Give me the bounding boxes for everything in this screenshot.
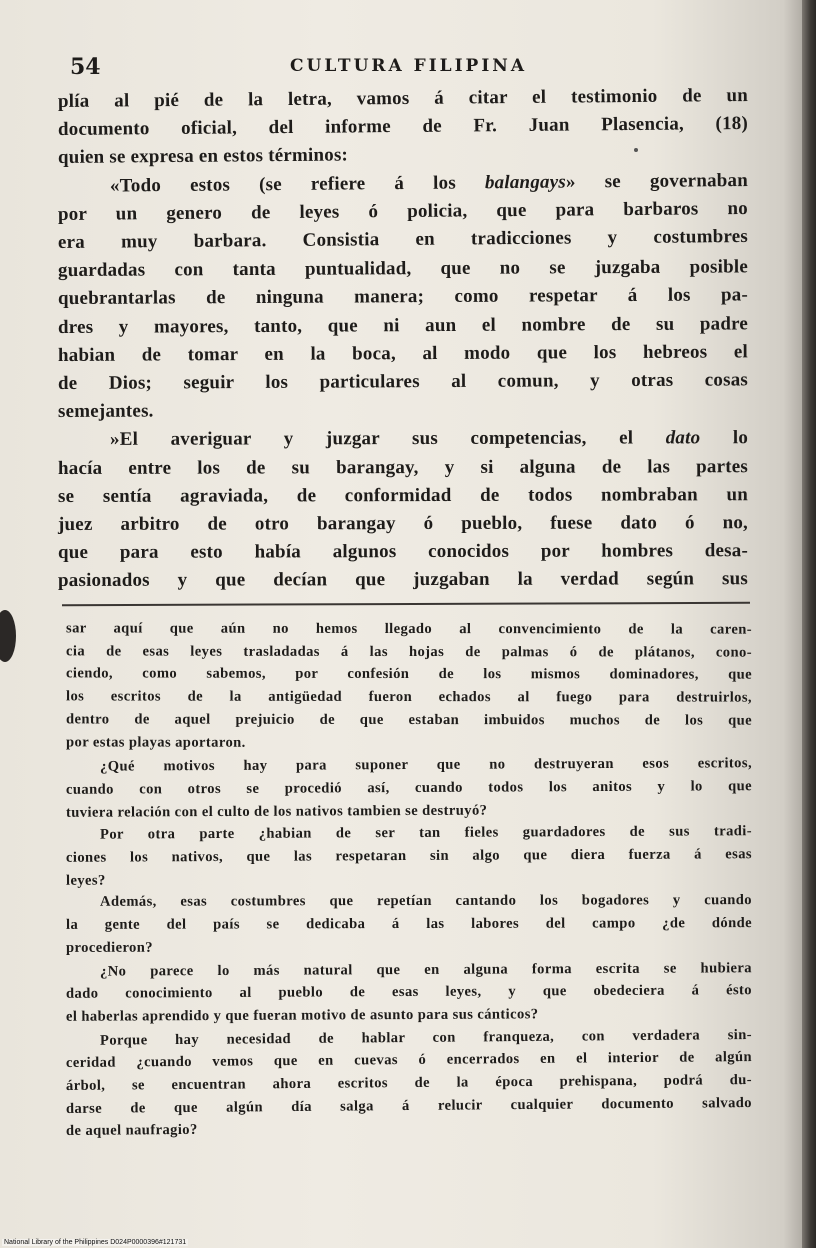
italic-term: dato bbox=[665, 427, 701, 449]
footnote-line: el haberlas aprendido y que fueran motivo de asunto para sus cánticos? bbox=[65, 1006, 539, 1025]
main-text bbox=[57, 84, 749, 596]
main-line: «Todo estos (se refiere á los balangays» se governaban bbox=[109, 169, 749, 197]
main-line bbox=[58, 425, 748, 455]
footnote-line: la gente del país se dedicaba á las labores del campo ¿de dónde bbox=[65, 915, 753, 934]
footnote-line: los escritos de la antigüedad fueron echados al fuego para destruirlos, bbox=[65, 688, 753, 706]
footnote-line: Porque hay necesidad de hablar con franqueza, con verdadera sin- bbox=[99, 1026, 753, 1049]
main-line: documento oficial, del informe de Fr. Juan Plasencia, (18) bbox=[57, 113, 749, 141]
footnote-line: de aquel naufragio? bbox=[65, 1122, 198, 1140]
footnote-line: leyes? bbox=[65, 872, 106, 889]
main-line: semejantes. bbox=[57, 400, 154, 423]
main-line: por un genero de leyes ó policia, que para barbaros no bbox=[57, 197, 749, 225]
footnote-line: darse de que algún día salga á relucir cualquier documento salvado bbox=[65, 1094, 753, 1117]
binding-hole bbox=[0, 610, 16, 662]
footnote-text bbox=[66, 618, 752, 1140]
main-line: era muy barbara. Consistia en tradicciones y costumbres bbox=[57, 225, 749, 254]
footnote-line: ciones los nativos, que las respetaran sin algo que diera fuerza á esas bbox=[65, 846, 753, 866]
footnote-line: Por otra parte ¿habian de ser tan fieles guardadores de sus tradi- bbox=[99, 823, 753, 843]
footnote-line: ciendo, como sabemos, por confesión de los mismos dominadores, que bbox=[65, 665, 753, 684]
main-line: juez arbitro de otro barangay ó pueblo, fuese dato ó no, bbox=[57, 512, 749, 536]
main-line: pasionados y que decían que juzgaban la verdad según sus bbox=[57, 568, 749, 592]
main-line-part: «Todo estos (se refiere á los bbox=[109, 172, 456, 197]
library-credit: National Library of the Philippines D024P0000396#121731 bbox=[4, 1239, 187, 1246]
footnote-line: ¿Qué motivos hay para suponer que no destruyeran esos escritos, bbox=[99, 755, 753, 775]
main-line: de Dios; seguir los particulares al comun, y otras cosas bbox=[57, 369, 749, 395]
book-spine-shadow bbox=[802, 0, 816, 1248]
main-line: se sentía agraviada, de conformidad de todos nombraban un bbox=[57, 484, 749, 507]
italic-term: balangays bbox=[484, 171, 567, 193]
footnote-line: ¿No parece lo más natural que en alguna forma escrita se hubiera bbox=[99, 959, 753, 980]
footnote-line: cia de esas leyes trasladadas á las hojas de palmas ó de plátanos, cono- bbox=[65, 643, 753, 661]
footnote-line: cuando con otros se procedió así, cuando todos los anitos y lo que bbox=[65, 778, 753, 798]
main-line: dres y mayores, tanto, que ni aun el nombre de su padre bbox=[57, 313, 749, 338]
main-line-part: se governaban bbox=[604, 169, 749, 192]
main-line: que para esto había algunos conocidos por hombres desa- bbox=[57, 540, 749, 564]
page-number: 54 bbox=[70, 54, 101, 80]
footnote-divider bbox=[62, 602, 750, 606]
main-line-part: lo bbox=[732, 427, 749, 449]
running-title: CULTURA FILIPINA bbox=[290, 56, 528, 76]
main-line: guardadas con tanta puntualidad, que no se juzgaba posible bbox=[57, 256, 749, 282]
main-line: plía al pié de la letra, vamos á citar el testimonio de un bbox=[57, 84, 749, 112]
footnote-line: tuviera relación con el culto de los nativos tambien se destruyó? bbox=[65, 802, 488, 821]
main-line: quien se expresa en estos términos: bbox=[57, 144, 349, 169]
footnote-line: sar aquí que aún no hemos llegado al convencimiento de la caren- bbox=[65, 620, 753, 638]
main-line: quebrantarlas de ninguna manera; como respetar á los pa- bbox=[57, 284, 749, 310]
footnote-line: dado conocimiento al pueblo de esas leyes, y que obedeciera á ésto bbox=[65, 982, 753, 1003]
page-header bbox=[70, 54, 750, 84]
main-line: habian de tomar en la boca, al modo que los hebreos el bbox=[57, 341, 749, 366]
main-line-part: »El averiguar y juzgar sus competencias, el bbox=[109, 427, 634, 451]
footnote-line: por estas playas aportaron. bbox=[65, 733, 246, 751]
footnote-line: Además, esas costumbres que repetían cantando los bogadores y cuando bbox=[99, 892, 753, 911]
footnote-line: procedieron? bbox=[65, 939, 153, 956]
footnote-line: dentro de aquel prejuicio de que estaban imbuidos muchos de los que bbox=[65, 711, 753, 729]
footnote-line: árbol, se encuentran ahora escritos de la época prehispana, podrá du- bbox=[65, 1072, 753, 1095]
main-line: hacía entre los de su barangay, y si alguna de las partes bbox=[57, 455, 749, 479]
footnote-line: ceridad ¿cuando vemos que en cuevas ó encerrados en el interior de algún bbox=[65, 1049, 753, 1072]
